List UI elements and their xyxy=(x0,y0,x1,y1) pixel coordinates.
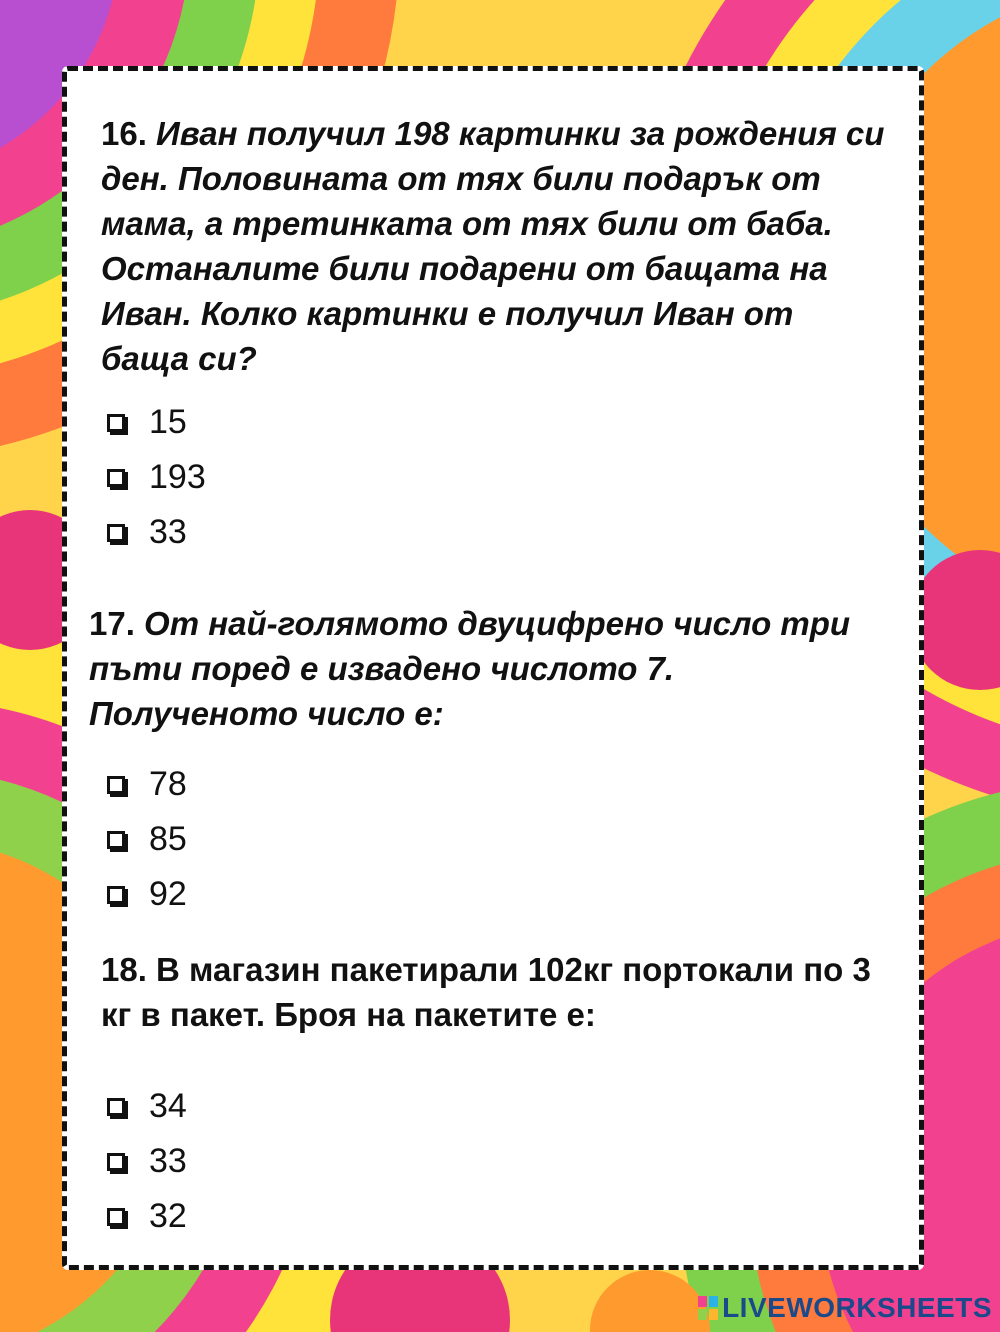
answer-option[interactable] xyxy=(107,867,187,922)
answer-option[interactable] xyxy=(107,1134,187,1189)
option-label: 32 xyxy=(149,1197,187,1235)
option-label: 34 xyxy=(149,1087,187,1125)
answer-option[interactable] xyxy=(107,505,206,560)
option-label: 85 xyxy=(149,820,187,858)
question-16 xyxy=(101,111,889,381)
checkbox-icon[interactable] xyxy=(107,886,125,904)
option-label: 33 xyxy=(149,1142,187,1180)
checkbox-icon[interactable] xyxy=(107,831,125,849)
brand-text: LIVEWORKSHEETS xyxy=(722,1292,992,1323)
checkbox-icon[interactable] xyxy=(107,776,125,794)
option-label: 33 xyxy=(149,513,187,551)
option-label: 193 xyxy=(149,458,206,496)
options-16 xyxy=(107,395,206,560)
answer-option[interactable] xyxy=(107,757,187,812)
option-label: 92 xyxy=(149,875,187,913)
question-text: Иван получил 198 картинки за рождения си ден. Половината от тях били подарък от мама, а третинката от тях били от баба. Останалите били подарени от бащата на Иван. Колко картинки е получил Иван от баща си? xyxy=(101,115,885,377)
checkbox-icon[interactable] xyxy=(107,524,125,542)
liveworksheets-logo-icon xyxy=(698,1296,718,1320)
question-text: От най-голямото двуцифрено число три пъти поред е извадено числото 7. Полученото число е: xyxy=(89,605,851,732)
checkbox-icon[interactable] xyxy=(107,469,125,487)
checkbox-icon[interactable] xyxy=(107,1153,125,1171)
question-number: 18. xyxy=(101,951,147,988)
question-17 xyxy=(89,601,889,736)
option-label: 15 xyxy=(149,403,187,441)
checkbox-icon[interactable] xyxy=(107,1098,125,1116)
question-text: В магазин пакетирали 102кг портокали по 3 кг в пакет. Броя на пакетите е: xyxy=(101,951,871,1033)
answer-option[interactable] xyxy=(107,812,187,867)
checkbox-icon[interactable] xyxy=(107,1208,125,1226)
question-card xyxy=(62,66,924,1270)
answer-option[interactable] xyxy=(107,395,206,450)
question-number: 16. xyxy=(101,115,147,152)
options-18 xyxy=(107,1079,187,1244)
checkbox-icon[interactable] xyxy=(107,414,125,432)
options-17 xyxy=(107,757,187,922)
answer-option[interactable] xyxy=(107,1079,187,1134)
liveworksheets-brand[interactable] xyxy=(698,1292,992,1324)
question-18 xyxy=(101,947,889,1037)
answer-option[interactable] xyxy=(107,1189,187,1244)
option-label: 78 xyxy=(149,765,187,803)
question-number: 17. xyxy=(89,605,135,642)
answer-option[interactable] xyxy=(107,450,206,505)
